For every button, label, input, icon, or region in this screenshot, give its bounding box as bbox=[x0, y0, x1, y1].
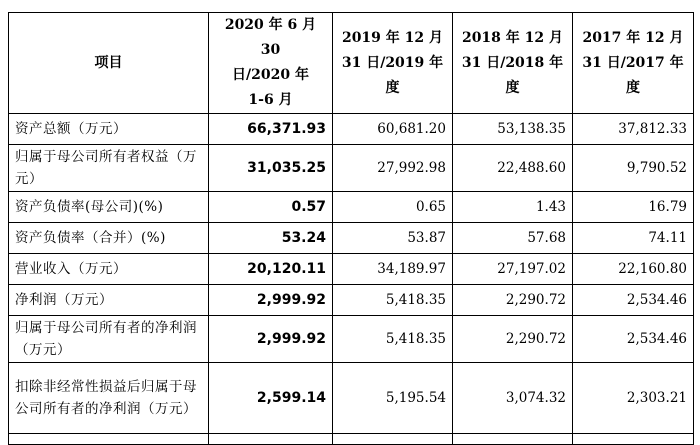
table-row bbox=[9, 316, 694, 363]
header-col-2018-line2: 31 日/2018 年 bbox=[461, 54, 564, 71]
header-item: 项目 bbox=[9, 13, 209, 114]
cell-2018: 3,074.32 bbox=[453, 363, 573, 434]
table-row bbox=[9, 285, 694, 316]
row-label: 营业收入（万元） bbox=[9, 254, 209, 285]
header-col-2018-line3: 度 bbox=[505, 79, 520, 96]
cell-2018: 22,488.60 bbox=[453, 145, 573, 192]
row-label: 净利润（万元） bbox=[9, 285, 209, 316]
cell-2017: 2,303.21 bbox=[573, 363, 694, 434]
cell-2017: 2,534.46 bbox=[573, 316, 694, 363]
cell-2020h1: 31,035.25 bbox=[209, 145, 333, 192]
cell-2020h1: 2,999.92 bbox=[209, 316, 333, 363]
header-col-2020h1-line1: 2020 年 6 月 30 bbox=[224, 17, 317, 58]
cut-off-cell bbox=[453, 434, 573, 445]
row-label: 资产总额（万元） bbox=[9, 114, 209, 145]
cell-2018: 53,138.35 bbox=[453, 114, 573, 145]
header-col-2017 bbox=[573, 13, 694, 114]
cell-2020h1: 0.57 bbox=[209, 192, 333, 223]
cut-off-cell bbox=[573, 434, 694, 445]
financial-table bbox=[8, 12, 694, 445]
cell-2019: 27,992.98 bbox=[333, 145, 453, 192]
header-col-2019-line3: 度 bbox=[385, 79, 400, 96]
row-label: 扣除非经常性损益后归属于母公司所有者的净利润（万元） bbox=[9, 363, 209, 434]
cell-2019: 34,189.97 bbox=[333, 254, 453, 285]
header-col-2020h1 bbox=[209, 13, 333, 114]
cell-2017: 16.79 bbox=[573, 192, 694, 223]
table-row bbox=[9, 192, 694, 223]
cell-2018: 2,290.72 bbox=[453, 285, 573, 316]
cell-2020h1: 2,599.14 bbox=[209, 363, 333, 434]
cell-2020h1: 2,999.92 bbox=[209, 285, 333, 316]
cell-2018: 1.43 bbox=[453, 192, 573, 223]
table-row bbox=[9, 145, 694, 192]
table-row bbox=[9, 223, 694, 254]
cell-2019: 60,681.20 bbox=[333, 114, 453, 145]
header-col-2019-line2: 31 日/2019 年 bbox=[341, 54, 444, 71]
table-row bbox=[9, 254, 694, 285]
header-col-2018 bbox=[453, 13, 573, 114]
cell-2017: 74.11 bbox=[573, 223, 694, 254]
cell-2018: 57.68 bbox=[453, 223, 573, 254]
row-label: 归属于母公司所有者的净利润（万元） bbox=[9, 316, 209, 363]
row-label: 归属于母公司所有者权益（万元） bbox=[9, 145, 209, 192]
header-col-2018-line1: 2018 年 12 月 bbox=[461, 29, 564, 46]
cell-2020h1: 20,120.11 bbox=[209, 254, 333, 285]
cell-2018: 27,197.02 bbox=[453, 254, 573, 285]
cell-2018: 2,290.72 bbox=[453, 316, 573, 363]
header-col-2019-line1: 2019 年 12 月 bbox=[341, 29, 444, 46]
cut-off-cell bbox=[209, 434, 333, 445]
table-row-partial bbox=[9, 434, 694, 445]
cell-2017: 9,790.52 bbox=[573, 145, 694, 192]
cell-2019: 0.65 bbox=[333, 192, 453, 223]
row-label: 资产负债率(母公司)(%) bbox=[9, 192, 209, 223]
header-col-2019 bbox=[333, 13, 453, 114]
header-row bbox=[9, 13, 694, 114]
cell-2020h1: 66,371.93 bbox=[209, 114, 333, 145]
header-col-2017-line3: 度 bbox=[626, 79, 640, 96]
header-col-2017-line1: 2017 年 12 月 bbox=[582, 29, 684, 46]
cut-off-cell bbox=[9, 434, 209, 445]
cell-2019: 5,418.35 bbox=[333, 285, 453, 316]
header-col-2020h1-line2: 日/2020 年 bbox=[232, 67, 309, 83]
cut-off-cell bbox=[333, 434, 453, 445]
cell-2017: 22,160.80 bbox=[573, 254, 694, 285]
cell-2017: 2,534.46 bbox=[573, 285, 694, 316]
header-col-2020h1-line3: 1-6 月 bbox=[248, 92, 293, 108]
table-row bbox=[9, 363, 694, 434]
cell-2017: 37,812.33 bbox=[573, 114, 694, 145]
cell-2019: 5,418.35 bbox=[333, 316, 453, 363]
cell-2019: 53.87 bbox=[333, 223, 453, 254]
header-col-2017-line2: 31 日/2017 年 bbox=[582, 54, 684, 71]
cell-2019: 5,195.54 bbox=[333, 363, 453, 434]
row-label: 资产负债率（合并）(%) bbox=[9, 223, 209, 254]
table-row bbox=[9, 114, 694, 145]
cell-2020h1: 53.24 bbox=[209, 223, 333, 254]
